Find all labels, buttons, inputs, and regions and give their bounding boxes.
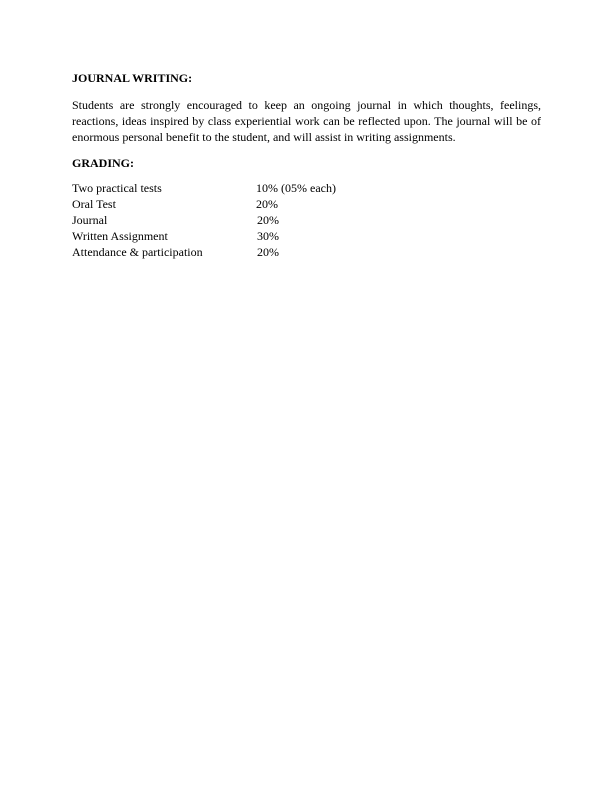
grading-row [72, 244, 472, 260]
grading-item-label: Attendance & participation [72, 245, 203, 259]
journal-writing-heading: JOURNAL WRITING: [72, 71, 193, 85]
grading-item-label: Oral Test [72, 197, 116, 211]
grading-row [72, 180, 472, 196]
grading-item-label: Written Assignment [72, 229, 168, 243]
grading-item-label: Journal [72, 213, 108, 227]
grading-item-label: Two practical tests [72, 181, 162, 195]
grading-item-weight: 20% [256, 197, 278, 211]
grading-row [72, 228, 472, 244]
grading-row [72, 196, 472, 212]
journal-writing-paragraph: Students are strongly encouraged to keep an ongoing journal in which thoughts, feelings, reactions, ideas inspired by class experiential work can be reflected upon. The journal will be of enormous personal benefit to the student, and will assist in writing assignments. [72, 98, 541, 144]
grading-item-weight: 20% [257, 213, 279, 227]
grading-item-weight: 20% [257, 245, 279, 259]
grading-table [72, 180, 472, 260]
grading-row [72, 212, 472, 228]
grading-item-weight: 10% (05% each) [256, 181, 336, 195]
grading-heading: GRADING: [72, 156, 134, 170]
grading-item-weight: 30% [257, 229, 279, 243]
